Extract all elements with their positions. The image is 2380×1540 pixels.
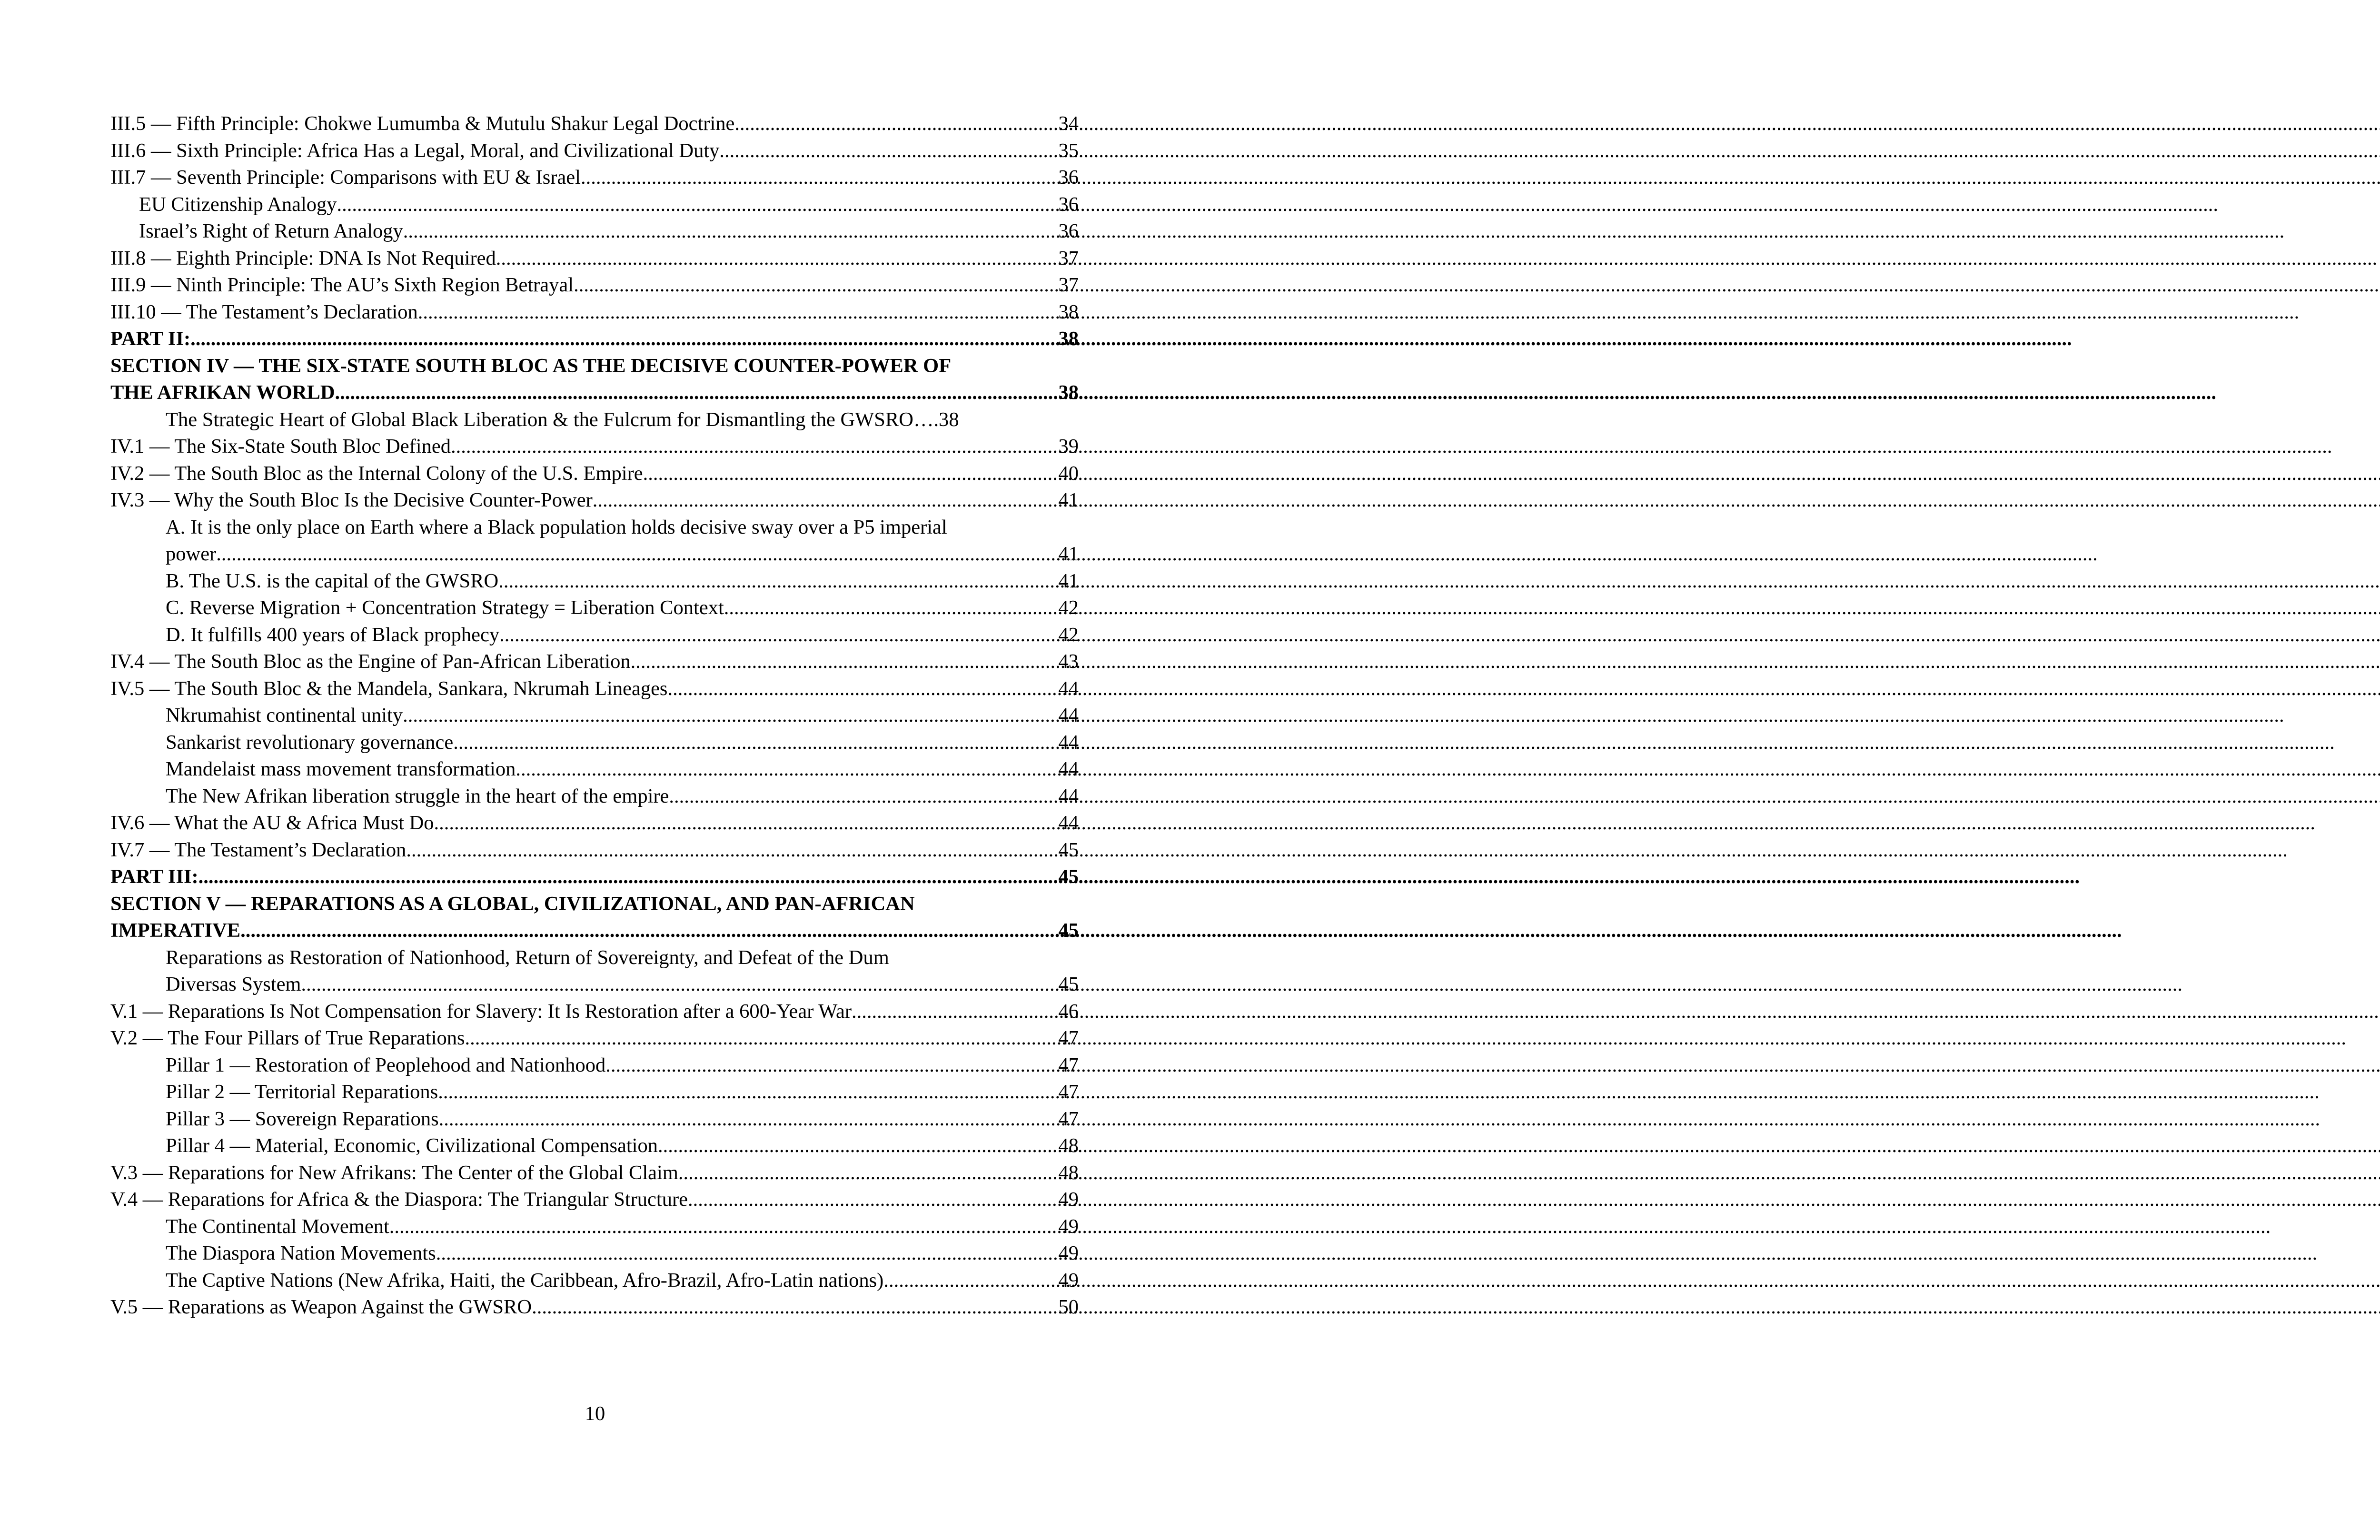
toc-dot-leader [574,272,1058,299]
toc-entry-page: 44 [1058,785,1079,807]
toc-dot-leader [581,164,1059,191]
toc-dot-leader [337,191,1059,219]
toc-entry[interactable] [110,595,1079,622]
toc-entry-title: IV.4 — The South Bloc as the Engine of Pan-African Liberation [110,650,631,673]
toc-entry-page: 38 [939,408,959,431]
toc-entry[interactable] [110,568,1079,595]
toc-entry-title: IV.2 — The South Bloc as the Internal Colony of the U.S. Empire [110,462,643,485]
toc-entry-title: SECTION IV — THE SIX-STATE SOUTH BLOC AS THE DECISIVE COUNTER-POWER OF [110,354,952,377]
toc-entry[interactable] [110,998,1079,1025]
toc-entry-page: 47 [1058,1081,1079,1103]
toc-entry-title: IV.7 — The Testament’s Declaration [110,838,407,861]
toc-entry-page: 43 [1058,650,1079,673]
toc-entry-title: IV.6 — What the AU & Africa Must Do [110,812,434,834]
toc-dot-leader [418,299,1059,326]
toc-entry[interactable] [110,1052,1079,1079]
toc-entry-page: 49 [1058,1188,1079,1211]
toc-entry[interactable] [110,783,1079,810]
toc-entry[interactable] [110,1133,1079,1160]
toc-entry-continued-line [110,514,1079,541]
toc-entry[interactable] [110,379,1079,407]
toc-dot-leader [688,1186,1059,1213]
toc-entry[interactable] [110,407,1079,434]
toc-entry-page: 38 [1058,300,1079,323]
toc-dot-leader [631,648,1059,676]
toc-dot-leader [593,487,1059,514]
toc-entry-page: 41 [1058,543,1079,565]
toc-entry[interactable] [110,138,1079,165]
toc-dot-leader [658,1133,1059,1160]
toc-entry-title: Pillar 1 — Restoration of Peoplehood and Nationhood [166,1053,606,1076]
toc-entry-title: V.1 — Reparations Is Not Compensation for Slavery: It Is Restoration after a 600-Year War [110,1000,852,1023]
toc-dot-leader [301,971,1059,998]
toc-entry-page: 45 [1058,919,1079,942]
toc-dot-leader [190,326,1058,353]
toc-dot-leader [403,702,1058,729]
toc-entry-page: 39 [1058,435,1079,457]
toc-entry-page: 42 [1058,623,1079,646]
toc-entry-page: 50 [1058,1296,1079,1318]
toc-entry[interactable] [110,864,1079,891]
page-number: 10 [585,1402,605,1425]
toc-entry-title: The New Afrikan liberation struggle in the heart of the empire [166,785,669,807]
toc-entry-title: III.7 — Seventh Principle: Comparisons with EU & Israel [110,166,581,189]
toc-entry-title: III.10 — The Testament’s Declaration [110,300,418,323]
toc-entry-title: Sankarist revolutionary governance [166,731,454,754]
toc-entry-page: 49 [1058,1215,1079,1238]
table-of-contents [110,110,1079,1321]
toc-entry[interactable] [110,433,1079,460]
toc-dot-leader [465,1025,1059,1052]
toc-entry-page: 41 [1058,569,1079,592]
toc-entry-title: V.3 — Reparations for New Afrikans: The Center of the Global Claim [110,1161,678,1184]
toc-entry[interactable] [110,487,1079,514]
toc-dot-leader [734,110,1058,138]
toc-entry-title: THE AFRIKAN WORLD [110,381,335,404]
toc-entry[interactable] [110,191,1079,219]
toc-dot-leader [438,1079,1058,1106]
toc-entry-title: IV.3 — Why the South Bloc Is the Decisive Counter-Power [110,489,593,511]
toc-entry[interactable] [110,110,1079,138]
toc-entry[interactable] [110,541,1079,568]
toc-dot-leader [883,1267,1058,1294]
toc-entry-page: 38 [1058,381,1079,404]
toc-entry[interactable] [110,917,1079,944]
toc-entry-page: 40 [1058,462,1079,485]
toc-entry-title: Pillar 4 — Material, Economic, Civilizational Compensation [166,1134,658,1157]
toc-entry-title: EU Citizenship Analogy [139,193,337,216]
toc-entry[interactable] [110,837,1079,864]
toc-dot-leader [406,837,1058,864]
toc-dot-leader [434,810,1059,837]
toc-entry[interactable] [110,676,1079,703]
toc-entry-title: III.8 — Eighth Principle: DNA Is Not Required [110,247,496,269]
toc-entry-page: 35 [1058,139,1079,162]
toc-entry-page: 37 [1058,247,1079,269]
toc-entry-title: Israel’s Right of Return Analogy [139,220,403,242]
toc-entry-page: 45 [1058,865,1079,888]
toc-entry-page: 47 [1058,1107,1079,1130]
toc-dot-leader [719,138,1058,165]
toc-entry-title: The Diaspora Nation Movements [166,1242,436,1264]
toc-entry[interactable] [110,1079,1079,1106]
toc-entry-continued-line [110,944,1079,972]
toc-entry-page: 49 [1058,1242,1079,1264]
toc-entry-continued-line [110,891,1079,918]
toc-dot-leader [643,460,1059,487]
toc-entry[interactable] [110,622,1079,649]
toc-entry-title: V.4 — Reparations for Africa & the Diaspora: The Triangular Structure [110,1188,688,1211]
toc-entry-page: 36 [1058,166,1079,189]
toc-entry[interactable] [110,1025,1079,1052]
toc-entry[interactable] [110,756,1079,783]
toc-entry-page: 48 [1058,1161,1079,1184]
toc-entry[interactable] [110,1106,1079,1133]
toc-dot-leader [436,1240,1059,1267]
toc-entry-title: III.6 — Sixth Principle: Africa Has a Legal, Moral, and Civilizational Duty [110,139,720,162]
toc-entry-title: The Strategic Heart of Global Black Liberation & the Fulcrum for Dismantling the GWSRO [166,408,913,431]
toc-entry-title: IMPERATIVE [110,919,241,942]
toc-dot-leader [678,1160,1059,1187]
toc-entry-title: C. Reverse Migration + Concentration Strategy = Liberation Context [166,596,724,619]
toc-entry-page: 49 [1058,1269,1079,1292]
toc-entry-title: Nkrumahist continental unity [166,704,403,726]
toc-entry-title: V.5 — Reparations as Weapon Against the GWSRO [110,1296,532,1318]
toc-entry[interactable] [110,218,1079,245]
toc-entry-title: A. It is the only place on Earth where a Black population holds decisive sway over a P5 imperial [166,516,947,538]
toc-dot-leader [504,568,1059,595]
toc-entry-title: Mandelaist mass movement transformation [166,758,516,780]
toc-entry[interactable] [110,810,1079,837]
toc-entry-title: PART II: [110,328,191,350]
toc-entry-title: D. It fulfills 400 years of Black prophecy [166,623,500,646]
toc-dot-leader [667,676,1058,703]
toc-entry-title: The Captive Nations (New Afrika, Haiti, the Caribbean, Afro-Brazil, Afro-Latin nations) [166,1269,884,1292]
toc-entry[interactable] [110,164,1079,191]
toc-entry-page: 44 [1058,677,1079,700]
toc-entry[interactable] [110,729,1079,756]
toc-entry-page: 41 [1058,489,1079,511]
toc-entry-title: III.9 — Ninth Principle: The AU’s Sixth Region Betrayal [110,274,574,296]
toc-dot-leader [451,433,1059,460]
toc-entry-page: 48 [1058,1134,1079,1157]
toc-entry[interactable] [110,1267,1079,1294]
toc-entry[interactable] [110,299,1079,326]
toc-entry[interactable] [110,1186,1079,1213]
toc-dot-leader [499,622,1058,649]
toc-entry-page: 42 [1058,596,1079,619]
toc-dot-leader [496,245,1059,272]
toc-entry[interactable] [110,1294,1079,1321]
toc-entry-title: Pillar 3 — Sovereign Reparations [166,1107,439,1130]
toc-entry-page: 36 [1058,220,1079,242]
toc-entry-page: 45 [1058,838,1079,861]
toc-entry-continued-line [110,353,1079,380]
toc-entry-title: IV.5 — The South Bloc & the Mandela, Sankara, Nkrumah Lineages [110,677,668,700]
toc-dot-leader [516,756,1058,783]
toc-entry-title: The Continental Movement [166,1215,389,1238]
toc-dot-leader [240,917,1058,944]
toc-entry[interactable] [110,1213,1079,1241]
toc-dot-leader [852,998,1059,1025]
toc-dot-leader [403,218,1059,245]
toc-entry-title: III.5 — Fifth Principle: Chokwe Lumumba & Mutulu Shakur Legal Doctrine [110,112,735,135]
toc-entry-page: 47 [1058,1053,1079,1076]
toc-dot-leader [724,595,1059,622]
toc-entry-title: power [166,543,217,565]
toc-entry-page: 44 [1058,704,1079,726]
toc-entry-page: 46 [1058,1000,1079,1023]
toc-entry-title: IV.1 — The Six-State South Bloc Defined [110,435,451,457]
toc-entry[interactable] [110,326,1079,353]
toc-entry-page: 34 [1058,112,1079,135]
toc-entry[interactable] [110,245,1079,272]
toc-entry-title: Reparations as Restoration of Nationhood, Return of Sovereignty, and Defeat of the Dum [166,946,889,969]
toc-entry-title: Diversas System [166,973,301,995]
toc-entry-title: PART III: [110,865,198,888]
toc-entry-page: 47 [1058,1027,1079,1049]
toc-dot-leader [335,379,1059,407]
toc-entry[interactable] [110,1240,1079,1267]
toc-entry-page: 37 [1058,274,1079,296]
toc-entry[interactable] [110,460,1079,487]
toc-entry-title: SECTION V — REPARATIONS AS A GLOBAL, CIVILIZATIONAL, AND PAN-AFRICAN [110,892,915,915]
toc-dot-leader [669,783,1058,810]
toc-entry[interactable] [110,272,1079,299]
toc-entry-page: 44 [1058,758,1079,780]
toc-entry[interactable] [110,648,1079,676]
toc-entry[interactable] [110,971,1079,998]
toc-dot-leader [198,864,1059,891]
toc-entry-page: 45 [1058,973,1079,995]
toc-dot-leader [389,1213,1059,1241]
toc-entry[interactable] [110,702,1079,729]
toc-entry-title: V.2 — The Four Pillars of True Reparations [110,1027,465,1049]
toc-entry-page: 44 [1058,812,1079,834]
toc-entry-title: Pillar 2 — Territorial Reparations [166,1081,438,1103]
toc-dot-leader [532,1294,1058,1321]
toc-dot-leader [439,1106,1059,1133]
toc-entry-page: 44 [1058,731,1079,754]
toc-dot-leader [605,1052,1058,1079]
toc-entry-page: 36 [1058,193,1079,216]
toc-entry-title: B. The U.S. is the capital of the GWSRO. [166,569,504,592]
toc-entry[interactable] [110,1160,1079,1187]
toc-entry-leader: …. [913,408,939,431]
toc-entry-page: 38 [1058,328,1079,350]
toc-dot-leader [453,729,1058,756]
toc-dot-leader [216,541,1058,568]
